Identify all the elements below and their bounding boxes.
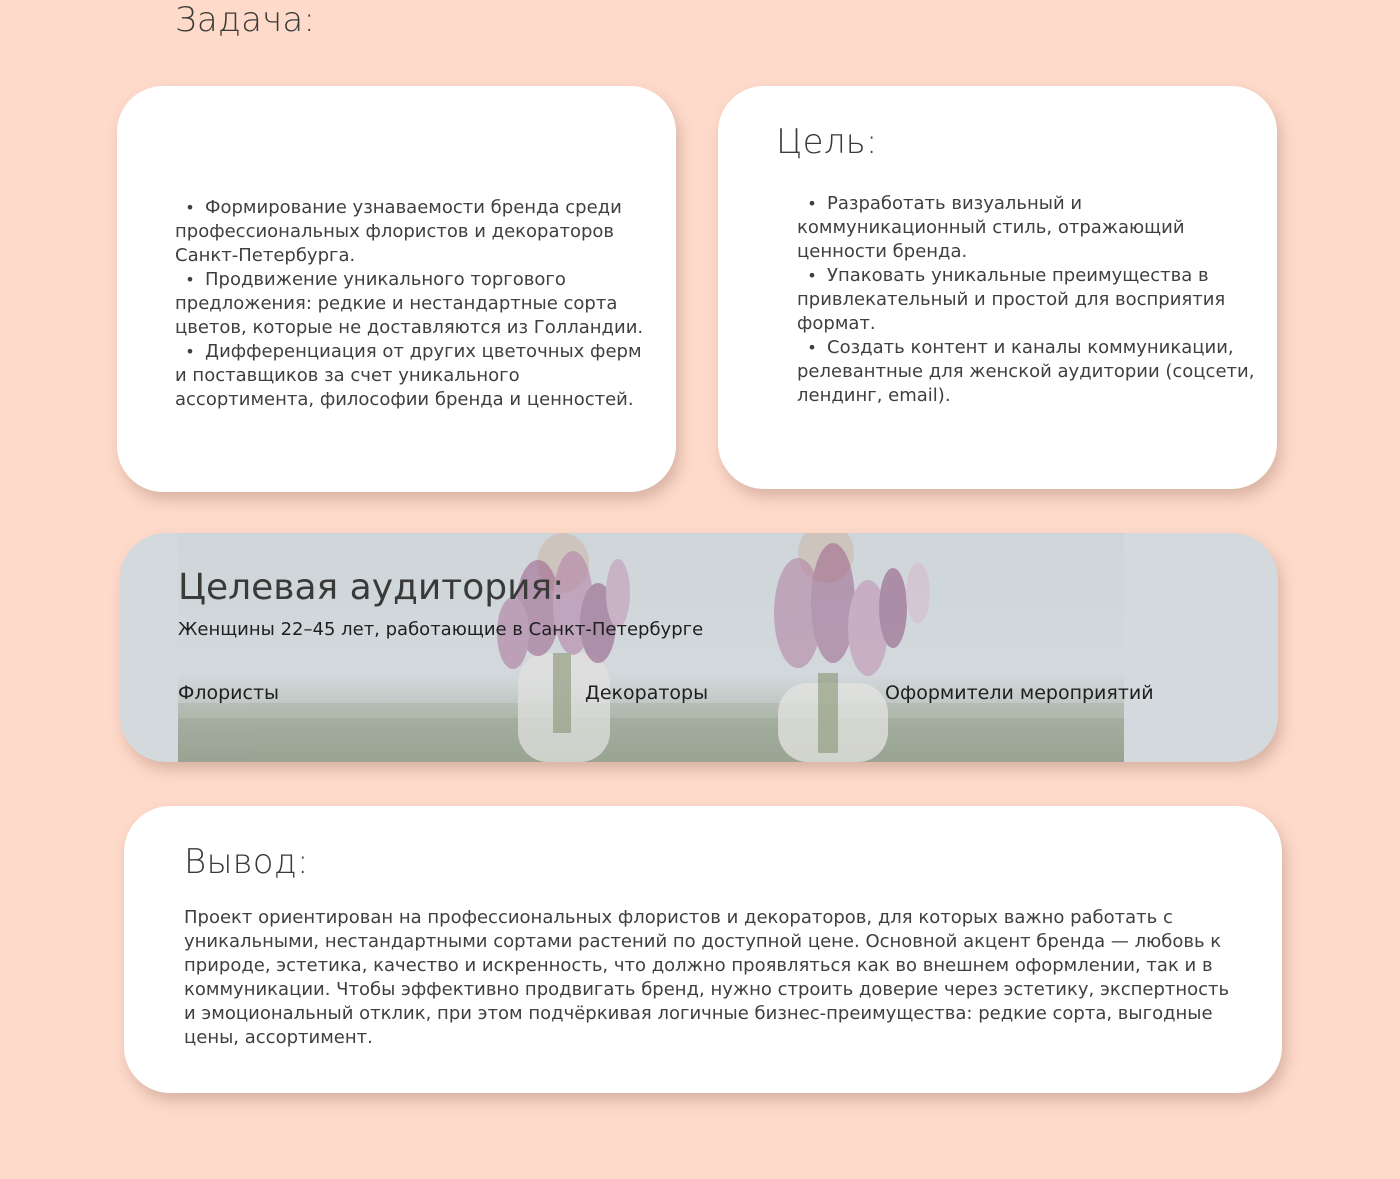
list-item bbox=[797, 264, 1257, 336]
goal-title: Цель: bbox=[776, 122, 878, 162]
conclusion-card bbox=[124, 806, 1282, 1093]
bullet-icon: • bbox=[807, 266, 817, 285]
task-list bbox=[175, 196, 645, 412]
conclusion-text: Проект ориентирован на профессиональных флористов и декораторов, для которых важно работать с уникальными, нестандартными сортами растений по доступной цене. Основной акцент бренда — любовь к природе, эстетика, качество и искренность, что должно проявляться как во внешнем оформлении, так и в коммуникации. Чтобы эффективно продвигать бренд, нужно строить доверие через эстетику, экспертность и эмоциональный отклик, при этом подчёркивая логичные бизнес-преимущества: редкие сорта, выгодные цены, ассортимент. bbox=[184, 907, 1230, 1048]
list-item bbox=[175, 196, 645, 268]
goal-item-text: Создать контент и каналы коммуникации, релевантные для женской аудитории (соцсети, лендинг, email). bbox=[797, 337, 1255, 406]
task-card bbox=[117, 0, 676, 492]
list-item bbox=[175, 340, 645, 412]
task-item-text: Дифференциация от других цветочных ферм и поставщиков за счет уникального ассортимента, философии бренда и ценностей. bbox=[175, 341, 642, 410]
goal-card bbox=[718, 86, 1277, 489]
segment-decorators: Декораторы bbox=[585, 682, 709, 704]
bullet-icon: • bbox=[185, 198, 195, 217]
task-title: Задача: bbox=[175, 0, 316, 40]
goal-item-text: Упаковать уникальные преимущества в привлекательный и простой для восприятия формат. bbox=[797, 265, 1226, 334]
bullet-icon: • bbox=[185, 270, 195, 289]
list-item bbox=[175, 268, 645, 340]
segment-event-designers: Оформители мероприятий bbox=[885, 682, 1154, 704]
list-item bbox=[797, 192, 1257, 264]
segment-florists: Флористы bbox=[178, 682, 280, 704]
bullet-icon: • bbox=[185, 342, 195, 361]
audience-subtitle: Женщины 22–45 лет, работающие в Санкт-Петербурге bbox=[178, 619, 704, 640]
list-item bbox=[797, 336, 1257, 408]
conclusion-title: Вывод: bbox=[184, 842, 309, 882]
goal-item-text: Разработать визуальный и коммуникационный стиль, отражающий ценности бренда. bbox=[797, 193, 1185, 262]
audience-title: Целевая аудитория: bbox=[178, 567, 565, 608]
bullet-icon: • bbox=[807, 338, 817, 357]
task-item-text: Формирование узнаваемости бренда среди профессиональных флористов и декораторов Санкт-Петербурга. bbox=[175, 197, 622, 266]
bullet-icon: • bbox=[807, 194, 817, 213]
goal-list bbox=[797, 192, 1257, 408]
task-item-text: Продвижение уникального торгового предложения: редкие и нестандартные сорта цветов, которые не доставляются из Голландии. bbox=[175, 269, 644, 338]
audience-card bbox=[120, 533, 1278, 762]
